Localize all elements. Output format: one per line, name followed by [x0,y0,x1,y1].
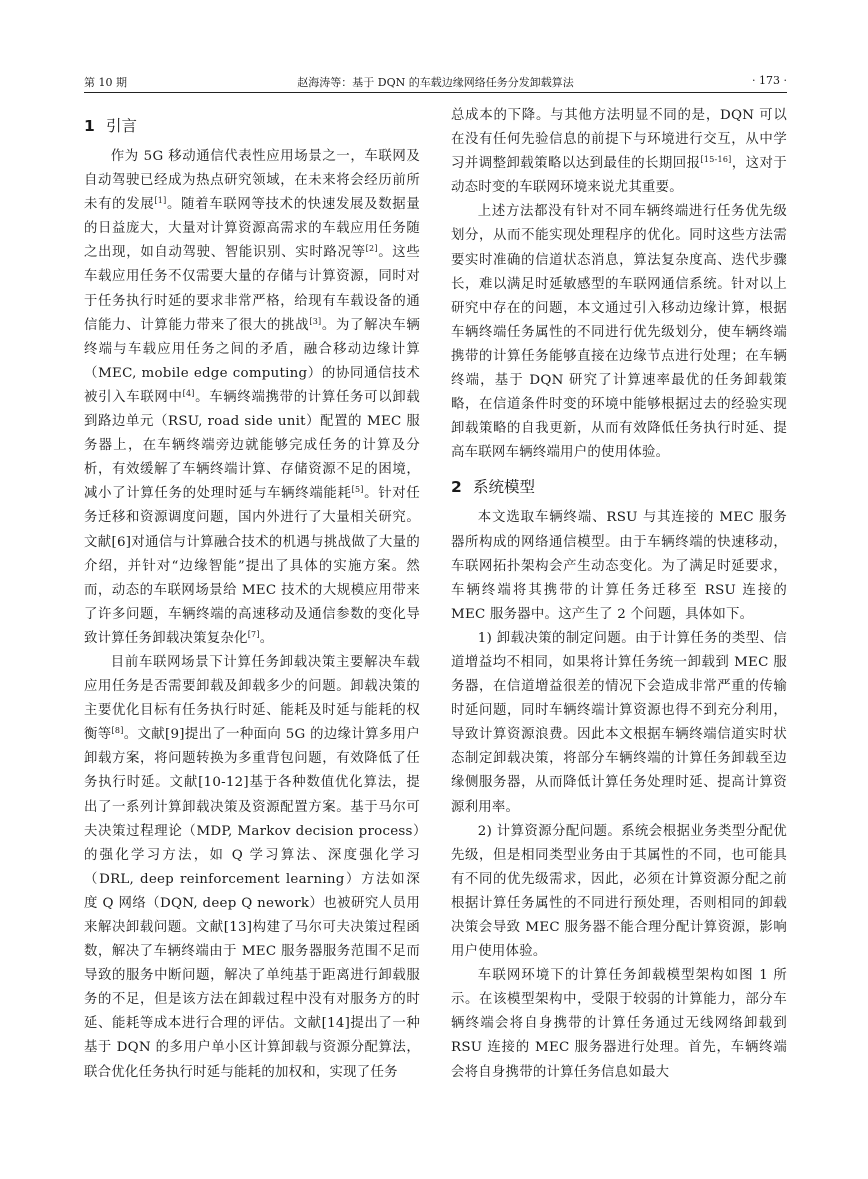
citation: [1] [154,196,167,206]
section-number: 1 [84,117,95,135]
intro-paragraph-2-continued: 总成本的下降。与其他方法明显不同的是，DQN 可以在没有任何先验信息的前提下与环境进行交互，从中学习并调整卸载策略以达到最佳的长期回报[15-16]，这对于动态时变的车联网环境来说尤其重要。 [451,108,788,196]
section-heading-introduction [84,114,420,138]
citation: [5] [351,485,364,495]
section-title: 系统模型 [473,478,536,497]
citation: [3] [309,316,322,326]
citation: [7] [247,629,260,639]
section-heading-system-model [451,475,787,499]
architecture-paragraph: 车联网环境下的计算任务卸载模型架构如图 1 所示。在该模型架构中，受限于较弱的计算能力，部分车辆终端会将自身携带的计算任务通过无线网络卸载到 RSU 连接的 MEC 服务器进行处理。首先，车辆终端会将自身携带的计算任务信息如最大 [451,968,787,1080]
citation: [2] [365,244,378,254]
issue-number: 第 10 期 [84,76,127,89]
running-title: 赵海涛等：基于 DQN 的车载边缘网络任务分发卸载算法 [297,76,574,89]
citation: [4] [182,388,195,398]
section-title: 引言 [106,117,138,135]
intro-paragraph-3: 上述方法都没有针对不同车辆终端进行任务优先级划分，从而不能实现处理程序的优化。同时这些方法需要实时准确的信道状态消息，算法复杂度高、迭代步骤长，难以满足时延敏感型的车联网通信系统。针对以上研究中存在的问题，本文通过引入移动边缘计算，根据车辆终端任务属性的不同进行优先级划分，使车辆终端携带的计算任务能够直接在边缘节点进行处理；在车辆终端，基于 DQN 研究了计算速率最优的任务卸载策略，在信道条件时变的环境中能够根据过去的经验实现卸载策略的自我更新，从而有效降低任务执行时延、提高车联网车辆终端用户的使用体验。 [451,204,787,461]
page-number: · 173 · [752,74,787,87]
running-header [84,70,787,93]
section-number: 2 [451,478,462,497]
intro-paragraph-2: 目前车联网场景下计算任务卸载决策主要解决车载应用任务是否需要卸载及卸载多少的问题。卸载决策的主要优化目标有任务执行时延、能耗及时延与能耗的权衡等[8]。文献[9]提出了一种面向 5G 的边缘计算多用户卸载方案，将问题转换为多重背包问题，有效降低了任务执行时延。文献[10-12]基于各种数值优化算法，提出了一系列计算卸载决策及资源配置方案。基于马尔可夫决策过程理论（MDP, Markov decision process）的强化学习方法，如 Q 学习算法、深度强化学习（DRL, deep reinforcement learning）方法如深度 Q 网络（DQN, deep Q nework）也被研究人员用来解决卸载问题。文献[13]构建了马尔可夫决策过程函数，解决了车辆终端由于 MEC 服务器服务范围不足而导致的服务中断问题，解决了单纯基于距离进行卸载服务的不足，但是该方法在卸载过程中没有对服务方的时延、能耗等成本进行合理的评估。文献[14]提出了一种基于 DQN 的多用户单小区计算卸载与资源分配算法，联合优化任务执行时延与能耗的加权和，实现了任务 [84,654,420,1080]
model-paragraph-1: 本文选取车辆终端、RSU 与其连接的 MEC 服务器所构成的网络通信模型。由于车辆终端的快速移动，车联网拓扑架构会产生动态变化。为了满足时延要求，车辆终端将其携带的计算任务迁移至 RSU 连接的 MEC 服务器中。这产生了 2 个问题，具体如下。 [451,510,787,622]
problem-item-2: 2) 计算资源分配问题。系统会根据业务类型分配优先级，但是相同类型业务由于其属性的不同，也可能具有不同的优先级需求，因此，必须在计算资源分配之前根据计算任务属性的不同进行预处理，否则相同的卸载决策会导致 MEC 服务器不能合理分配计算资源，影响用户使用体验。 [451,823,787,960]
left-column [84,104,420,1085]
intro-paragraph-1: 作为 5G 移动通信代表性应用场景之一，车联网及自动驾驶已经成为热点研究领域，在未来将会经历前所未有的发展[1]。随着车联网等技术的快速发展及数据量的日益庞大，大量对计算资源高需求的车载应用任务随之出现，如自动驾驶、智能识别、实时路况等[2]。这些车载应用任务不仅需要大量的存储与计算资源，同时对于任务执行时延的要求非常严格，给现有车载设备的通信能力、计算能力带来了很大的挑战[3]。为了解决车辆终端与车载应用任务之间的矛盾，融合移动边缘计算（MEC, mobile edge computing）的协同通信技术被引入车联网中[4]。车辆终端携带的计算任务可以卸载到路边单元（RSU, road side unit）配置的 MEC 服务器上，在车辆终端旁边就能够完成任务的计算及分析，有效缓解了车辆终端计算、存储资源不足的困境，减小了计算任务的处理时延与车辆终端能耗[5]。针对任务迁移和资源调度问题，国内外进行了大量相关研究。文献[6]对通信与计算融合技术的机遇与挑战做了大量的介绍，并针对“边缘智能”提出了具体的实施方案。然而，动态的车联网场景给 MEC 技术的大规模应用带来了许多问题，车辆终端的高速移动及通信参数的变化导致计算任务卸载决策复杂化[7]。 [84,149,421,646]
citation: [8] [111,726,124,736]
right-column [451,104,787,1085]
citation: [15-16] [700,155,732,165]
problem-item-1: 1) 卸载决策的制定问题。由于计算任务的类型、信道增益均不相同，如果将计算任务统一卸载到 MEC 服务器，在信道增益很差的情况下会造成非常严重的传输时延问题，同时车辆终端计算资源也得不到充分利用，导致计算资源浪费。因此本文根据车辆终端信道实时状态制定卸载决策，将部分车辆终端的计算任务卸载至边缘侧服务器，从而降低计算任务处理时延、提高计算资源利用率。 [451,630,787,815]
